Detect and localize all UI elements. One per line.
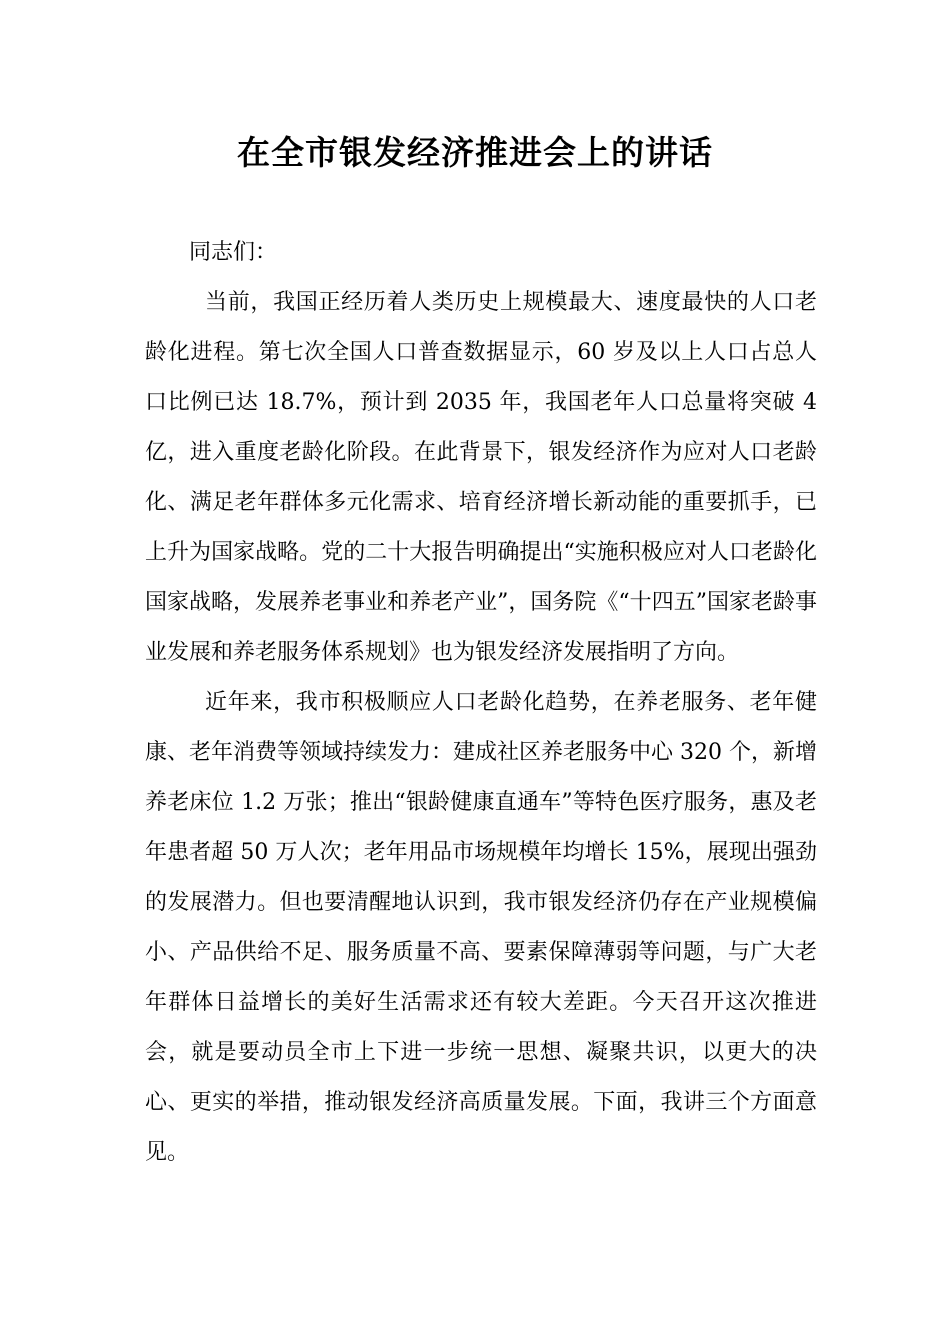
greeting: 同志们： [189,240,278,265]
document-title: 在全市银发经济推进会上的讲话 [237,133,713,172]
paragraph-background: 当前，我国正经历着人类历史上规模最大、速度最快的人口老龄化进程。第七次全国人口普查数据显示，60 岁及以上人口占总人口比例已达 18.7%，预计到 2035 年，我国老年人口总量将突破 4 亿，进入重度老龄化阶段。在此背景下，银发经济作为应对人口老龄化、满足老年群体多元化需求、培育经济增长新动能的重要抓手，已上升为国家战略。党的二十大报告明确提出“实施积极应对人口老龄化国家战略，发展养老事业和养老产业”，国务院《“十四五”国家老龄事业发展和养老服务体系规划》也为银发经济发展指明了方向。 [145,290,817,665]
paragraph-local-progress: 近年来，我市积极顺应人口老龄化趋势，在养老服务、老年健康、老年消费等领域持续发力：建成社区养老服务中心 320 个，新增养老床位 1.2 万张；推出“银龄健康直通车”等特色医疗服务，惠及老年患者超 50 万人次；老年用品市场规模年均增长 15%，展现出强劲的发展潜力。但也要清醒地认识到，我市银发经济仍存在产业规模偏小、产品供给不足、服务质量不高、要素保障薄弱等问题，与广大老年群体日益增长的美好生活需求还有较大差距。今天召开这次推进会，就是要动员全市上下进一步统一思想、凝聚共识，以更大的决心、更实的举措，推动银发经济高质量发展。下面，我讲三个方面意见。 [145,690,817,1165]
document-body [145,228,817,1178]
